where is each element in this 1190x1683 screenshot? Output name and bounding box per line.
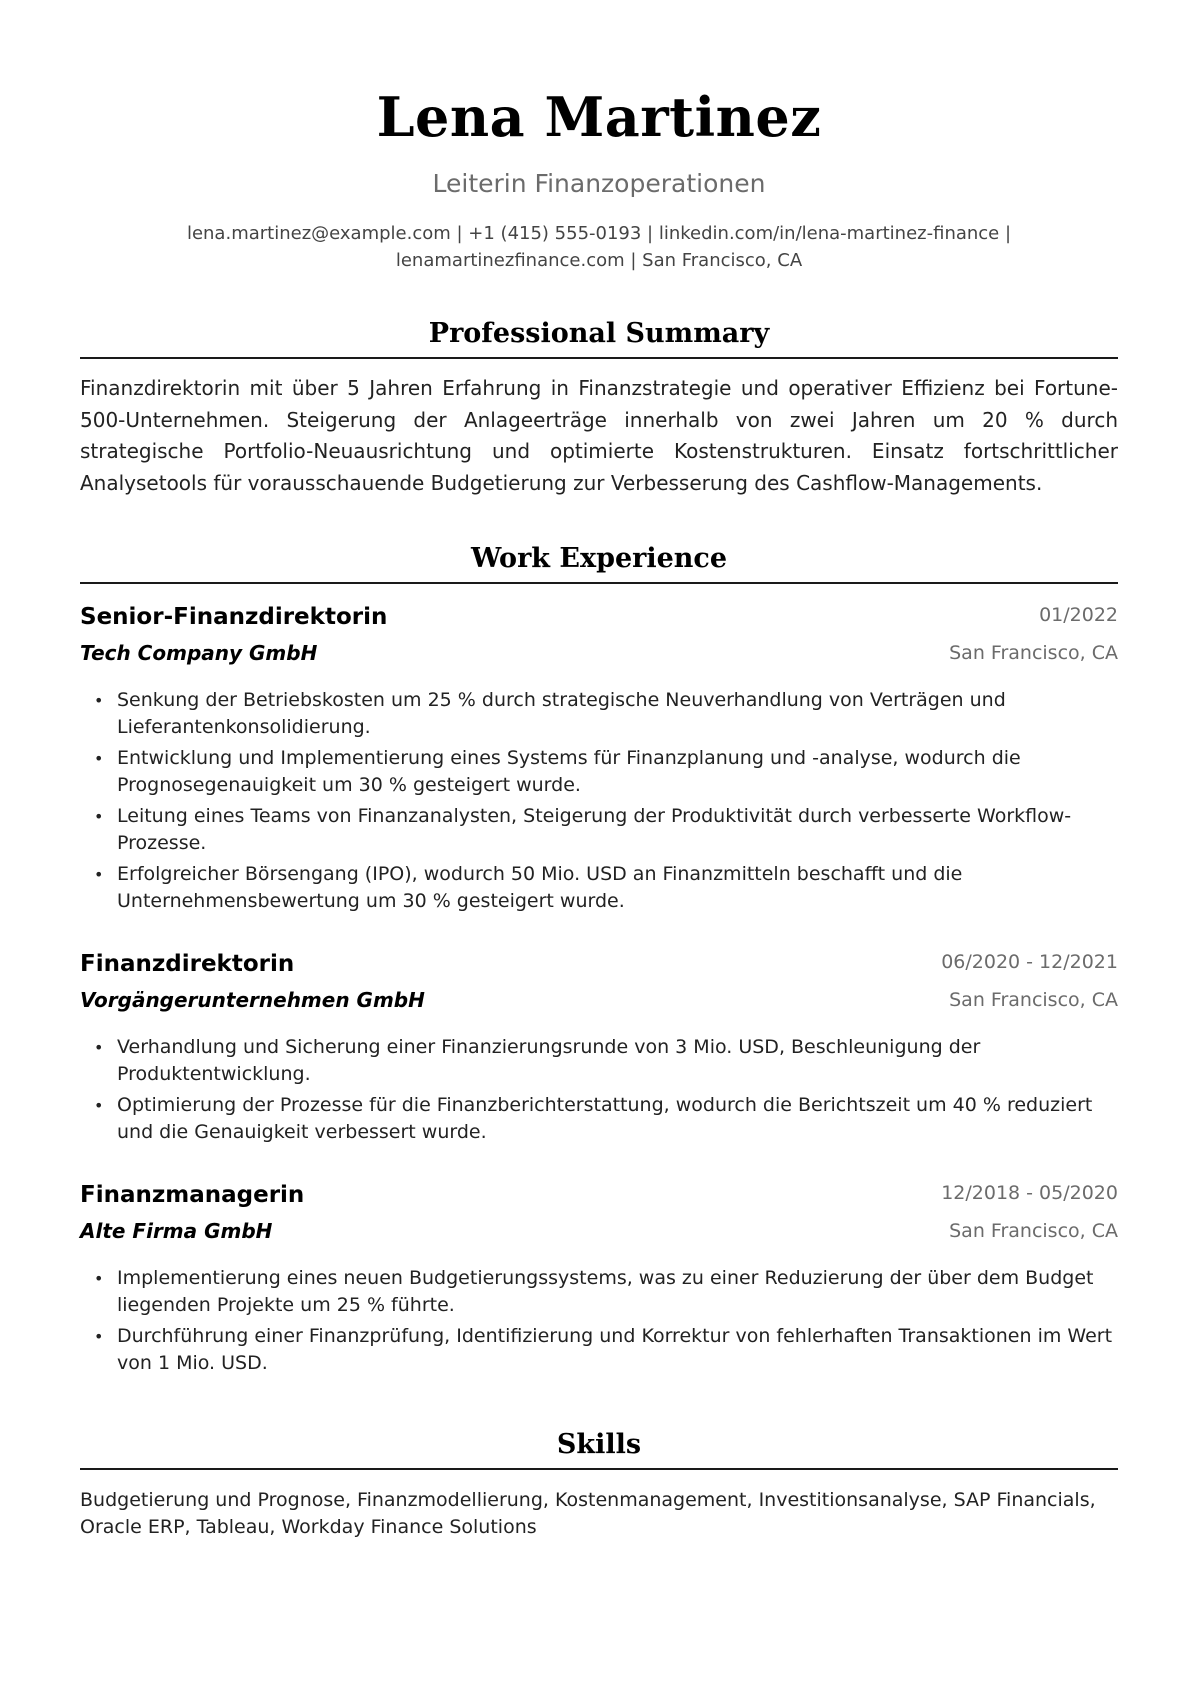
job-bullet: • Senkung der Betriebskosten um 25 % durch strategische Neuverhandlung von Verträgen und Lieferantenkonsolidierung. — [94, 689, 1006, 738]
job-location: San Francisco, CA — [949, 989, 1118, 1011]
bullet-dot: • — [94, 1096, 104, 1115]
bullet-dot: • — [94, 1038, 104, 1057]
job-date: 01/2022 — [1039, 604, 1118, 626]
bullet-dot: • — [94, 691, 104, 710]
skills-text: Budgetierung und Prognose, Finanzmodellierung, Kostenmanagement, Investitionsanalyse, SAP Financials, Oracle ERP, Tableau, Workday Finance Solutions — [80, 1489, 1096, 1538]
job-date: 12/2018 - 05/2020 — [941, 1182, 1118, 1204]
job-entry — [80, 1177, 1118, 1381]
job-role: Senior-Finanzdirektorin — [80, 604, 388, 630]
job-role: Finanzdirektorin — [80, 951, 295, 977]
job-entry — [80, 946, 1118, 1150]
job-bullet: • Erfolgreicher Börsengang (IPO), wodurch 50 Mio. USD an Finanzmitteln beschafft und die Unternehmensbewertung um 30 % gesteigert wurde. — [94, 863, 963, 912]
candidate-title: Leiterin Finanzoperationen — [432, 169, 766, 198]
job-location: San Francisco, CA — [949, 642, 1118, 664]
experience-heading: Work Experience — [470, 543, 728, 574]
contact-line-1: lena.martinez@example.com | +1 (415) 555-0193 | linkedin.com/in/lena-martinez-finance | — [186, 223, 1012, 244]
bullet-dot: • — [94, 749, 104, 768]
bullet-dot: • — [94, 1327, 104, 1346]
job-date: 06/2020 - 12/2021 — [941, 951, 1118, 973]
job-company: Alte Firma GmbH — [80, 1219, 273, 1243]
bullet-dot: • — [94, 865, 104, 884]
job-bullet: • Durchführung einer Finanzprüfung, Identifizierung und Korrektur von fehlerhaften Transaktionen im Wert von 1 Mio. USD. — [94, 1325, 1113, 1374]
job-location: San Francisco, CA — [949, 1220, 1118, 1242]
job-company: Vorgängerunternehmen GmbH — [80, 988, 425, 1012]
bullet-dot: • — [94, 807, 104, 826]
summary-heading: Professional Summary — [428, 318, 770, 349]
job-bullet: • Implementierung eines neuen Budgetierungssystems, was zu einer Reduzierung der über dem Budget liegenden Projekte um 25 % führte. — [94, 1267, 1094, 1316]
job-bullets — [80, 1034, 1118, 1146]
job-role: Finanzmanagerin — [80, 1182, 305, 1208]
summary-text: Finanzdirektorin mit über 5 Jahren Erfahrung in Finanzstrategie und operativer Effizienz bei Fortune-500-Unternehmen. Steigerung der Anlageerträge innerhalb von zwei Jahren um 20 % durch strategische Portfolio-Neuausrichtung und optimierte Kostenstrukturen. Einsatz fortschrittlicher Analysetools für vorausschauende Budgetierung zur Verbesserung des Cashflow-Managements. — [80, 376, 1118, 495]
skills-divider — [80, 1468, 1118, 1470]
job-bullet: • Verhandlung und Sicherung einer Finanzierungsrunde von 3 Mio. USD, Beschleunigung der Produktentwicklung. — [94, 1036, 981, 1085]
job-bullets — [80, 1265, 1118, 1377]
experience-divider — [80, 582, 1118, 584]
job-bullets — [80, 687, 1118, 915]
summary-divider — [80, 357, 1118, 359]
contact-info — [80, 220, 1118, 274]
skills-heading: Skills — [556, 1429, 642, 1460]
bullet-dot: • — [94, 1269, 104, 1288]
job-entry — [80, 599, 1118, 919]
job-bullet: • Optimierung der Prozesse für die Finanzberichterstattung, wodurch die Berichtszeit um 40 % reduziert und die Genauigkeit verbessert wurde. — [94, 1094, 1093, 1143]
job-bullet: • Entwicklung und Implementierung eines Systems für Finanzplanung und -analyse, wodurch die Prognosegenauigkeit um 30 % gesteigert wurde. — [94, 747, 1021, 796]
contact-line-2: lenamartinezfinance.com | San Francisco, CA — [395, 250, 803, 271]
candidate-name: Lena Martinez — [376, 85, 822, 149]
job-company: Tech Company GmbH — [80, 641, 318, 665]
job-bullet: • Leitung eines Teams von Finanzanalysten, Steigerung der Produktivität durch verbesserte Workflow-Prozesse. — [94, 805, 1072, 854]
